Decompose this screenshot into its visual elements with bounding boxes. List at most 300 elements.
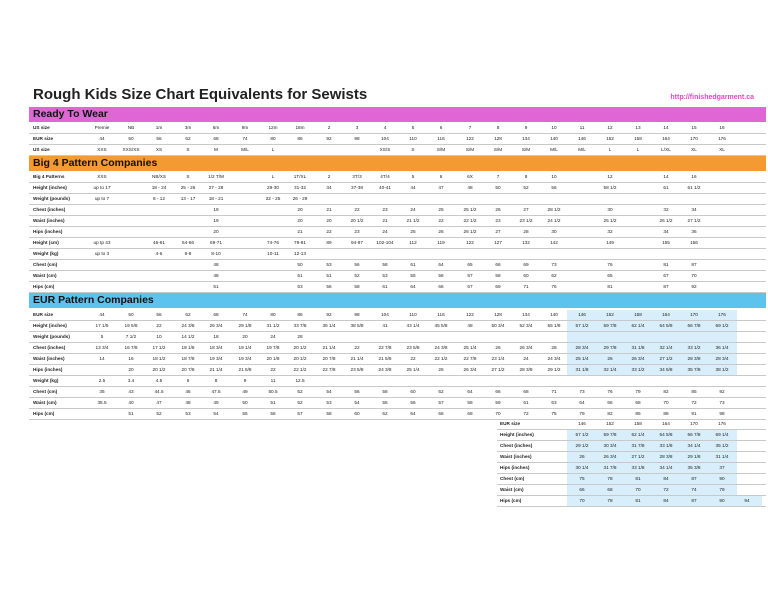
table-cell: 23 xyxy=(382,207,388,212)
table-cell: 47 xyxy=(156,400,162,405)
table-cell: 22 1/2 xyxy=(434,356,448,361)
table-cell: 69 1/2 xyxy=(715,323,729,328)
table-cell: 47.5 xyxy=(211,389,221,394)
row-label: Hips (inches) xyxy=(33,367,63,372)
table-cell: 81 xyxy=(607,284,613,289)
table-cell: 25 1/4 xyxy=(463,345,477,350)
table-cell: 22 xyxy=(410,356,416,361)
table-cell: 19 5/8 xyxy=(124,323,138,328)
table-cell: 46 xyxy=(185,389,191,394)
table-cell: 28 3/8 xyxy=(687,356,701,361)
table-cell: 45 5/8 xyxy=(434,323,448,328)
table-cell: 92 xyxy=(326,312,332,317)
table-cell: 26 - 29 xyxy=(292,196,308,201)
table-cell: 18 7/8 xyxy=(181,356,195,361)
table-cell: 13 - 17 xyxy=(180,196,196,201)
table-cell: 2.5 xyxy=(98,378,106,383)
table-cell: 30 1/4 xyxy=(575,465,589,470)
table-cell: 36 xyxy=(691,229,697,234)
row-label: Waist (cm) xyxy=(33,400,57,405)
table-cell: 64 xyxy=(579,400,585,405)
table-cell: 22 xyxy=(354,345,360,350)
table-cell: 91 xyxy=(691,411,697,416)
table-cell: 51 xyxy=(213,284,219,289)
table-cell: 5 xyxy=(100,334,104,339)
table-cell: 27 1/2 xyxy=(687,218,701,223)
table-cell: 26 3/4 xyxy=(463,367,477,372)
row-divider xyxy=(29,133,766,134)
table-cell: 64 xyxy=(467,389,473,394)
table-cell: 49 xyxy=(213,400,219,405)
table-cell: 74 xyxy=(242,312,248,317)
table-cell: 66 7/8 xyxy=(687,432,701,437)
table-cell: 23 1/2 xyxy=(519,218,533,223)
row-label: Chest (inches) xyxy=(33,207,66,212)
table-cell: 10 xyxy=(551,125,557,130)
table-cell: 75 xyxy=(551,411,557,416)
table-cell: 64-66 xyxy=(182,240,194,245)
table-cell: 24 xyxy=(382,229,388,234)
table-cell: 22 xyxy=(270,367,276,372)
table-cell: 16 7/8 xyxy=(124,345,138,350)
table-cell: 87 xyxy=(691,262,697,267)
table-cell: 29 1/2 xyxy=(575,443,589,448)
table-cell: 8 - 12 xyxy=(153,196,165,201)
table-cell: 17 1/2 xyxy=(152,345,166,350)
table-cell: 34 1/4 xyxy=(659,465,673,470)
row-label: Chest (inches) xyxy=(33,345,66,350)
table-cell: 6m xyxy=(212,125,220,130)
table-cell: 35 7/8 xyxy=(687,367,701,372)
table-cell: 51 xyxy=(128,411,134,416)
table-cell: 66 xyxy=(495,389,501,394)
row-label: Chest (cm) xyxy=(33,262,58,267)
table-cell: 19 xyxy=(213,207,219,212)
table-cell: 33 1/8 xyxy=(631,465,645,470)
table-cell: 25 xyxy=(438,207,444,212)
table-cell: L/XL xyxy=(661,147,671,152)
table-cell: 140 xyxy=(550,312,558,317)
table-cell: 18 - 21 xyxy=(208,196,224,201)
table-cell: 20 xyxy=(128,367,134,372)
row-label: Hips (inches) xyxy=(33,229,63,234)
table-cell: 57 1/2 xyxy=(575,323,589,328)
table-cell: 4-6 xyxy=(155,251,163,256)
table-cell: 50.5 xyxy=(268,389,278,394)
table-cell: 6-8 xyxy=(184,251,192,256)
table-cell: S/M xyxy=(436,147,446,152)
table-cell: 170 xyxy=(690,421,698,426)
table-cell: 52 xyxy=(354,273,360,278)
table-cell: 61 xyxy=(663,185,669,190)
table-cell: 4T/4 xyxy=(380,174,390,179)
table-cell: 60 xyxy=(410,389,416,394)
highlight-cell xyxy=(567,332,597,342)
table-cell: 29 1/8 xyxy=(238,323,252,328)
table-cell: 33 1/8 xyxy=(659,443,673,448)
row-divider xyxy=(29,204,766,205)
table-cell: 58 1/2 xyxy=(603,185,617,190)
row-divider xyxy=(29,182,766,183)
table-cell: 52 xyxy=(156,411,162,416)
table-cell: 19 1/4 xyxy=(238,345,252,350)
table-cell: 57 xyxy=(467,273,473,278)
table-cell: 52 xyxy=(297,389,303,394)
table-cell: 72 xyxy=(523,411,529,416)
table-cell: 25 1/4 xyxy=(575,356,589,361)
row-label: Chest (cm) xyxy=(33,389,58,394)
table-cell: XL xyxy=(719,147,725,152)
table-cell: 50 xyxy=(128,136,134,141)
table-cell: 18 3/4 xyxy=(209,345,223,350)
table-cell: 70 xyxy=(495,411,501,416)
table-cell: 28 xyxy=(523,229,529,234)
table-cell: 54 xyxy=(213,411,219,416)
row-divider xyxy=(29,226,766,227)
table-cell: 22 - 25 xyxy=(265,196,281,201)
table-cell: 3m xyxy=(184,125,192,130)
table-cell: 70 xyxy=(635,487,641,492)
table-cell: 81 xyxy=(635,498,641,503)
table-cell: 53 xyxy=(297,284,303,289)
table-cell: 46-61 xyxy=(153,240,165,245)
table-cell: 50 3/4 xyxy=(491,323,505,328)
table-cell: 61 xyxy=(382,284,388,289)
table-cell: 21 5/8 xyxy=(238,367,252,372)
table-cell: 22 7/8 xyxy=(322,367,336,372)
table-cell: 44 xyxy=(99,312,105,317)
table-cell: 66 xyxy=(579,487,585,492)
table-cell: 20 1/2 xyxy=(152,367,166,372)
table-cell: 70 xyxy=(579,498,585,503)
row-divider xyxy=(29,375,766,376)
table-cell: 24 xyxy=(410,207,416,212)
table-cell: 26 1/2 xyxy=(463,229,477,234)
table-cell: 56 xyxy=(156,136,162,141)
table-cell: S xyxy=(186,147,190,152)
highlight-cell xyxy=(651,332,681,342)
table-cell: 18 1/8 xyxy=(181,345,195,350)
table-cell: 44 xyxy=(410,185,416,190)
table-cell: 88 xyxy=(663,411,669,416)
table-cell: 34 5/8 xyxy=(659,367,673,372)
table-cell: 53 xyxy=(382,273,388,278)
table-cell: 43 xyxy=(128,389,134,394)
table-cell: 155 xyxy=(662,240,670,245)
table-cell: 26 3/4 xyxy=(631,356,645,361)
table-cell: 27 xyxy=(523,207,529,212)
table-cell: 68 xyxy=(213,312,219,317)
table-cell: M/L xyxy=(578,147,586,152)
table-cell: 20 xyxy=(297,207,303,212)
table-cell: 27 1/2 xyxy=(631,454,645,459)
table-cell: 71 xyxy=(551,389,557,394)
table-cell: 6X xyxy=(467,174,473,179)
table-cell: S/M xyxy=(493,147,503,152)
row-label: Weight (pounds) xyxy=(33,196,70,201)
table-cell: 68 xyxy=(635,400,641,405)
table-cell: 22 xyxy=(156,323,162,328)
row-divider xyxy=(29,270,766,271)
table-cell: 87 xyxy=(663,284,669,289)
table-cell: 27 - 28 xyxy=(208,185,224,190)
table-cell: 48 xyxy=(185,400,191,405)
row-divider xyxy=(29,292,766,293)
table-cell: 44.5 xyxy=(154,389,164,394)
table-cell: 34 xyxy=(691,207,697,212)
table-cell: 56 xyxy=(270,411,276,416)
table-cell: 52 3/4 xyxy=(519,323,533,328)
table-cell: 158 xyxy=(634,312,642,317)
table-cell: 79 xyxy=(579,411,585,416)
row-divider xyxy=(29,144,766,145)
table-cell: 19 7/8 xyxy=(266,345,280,350)
table-cell: 116 xyxy=(437,136,445,141)
table-cell: 29 1/8 xyxy=(687,454,701,459)
table-cell: 92 xyxy=(719,389,725,394)
table-cell: 37-38 xyxy=(351,185,363,190)
row-label: Height (inches) xyxy=(33,323,67,328)
table-cell: 27 1/2 xyxy=(659,356,673,361)
table-cell: 7 xyxy=(496,174,500,179)
table-cell: 67 xyxy=(663,273,669,278)
table-cell: 90 xyxy=(719,498,725,503)
row-label: Hips (cm) xyxy=(33,284,55,289)
table-cell: 9 xyxy=(243,378,247,383)
table-cell: 51 xyxy=(270,400,276,405)
table-cell: 63 xyxy=(551,400,557,405)
table-cell: 71 xyxy=(523,284,529,289)
row-label: Waist (inches) xyxy=(33,218,65,223)
table-cell: 57 xyxy=(297,411,303,416)
table-cell: 8-10 xyxy=(211,251,221,256)
table-cell: 50 xyxy=(242,400,248,405)
site-link[interactable]: http://finishedgarment.ca xyxy=(670,94,754,101)
table-cell: 76 xyxy=(607,389,613,394)
table-cell: 14 1/2 xyxy=(181,334,195,339)
table-cell: 48 xyxy=(213,262,219,267)
table-cell: 1/2 T/M xyxy=(208,174,224,179)
table-cell: 23 5/8 xyxy=(406,345,420,350)
table-cell: 14 xyxy=(663,174,669,179)
table-cell: 152 xyxy=(606,136,614,141)
table-cell: 87 xyxy=(691,476,697,481)
row-label: EUR size xyxy=(33,312,54,317)
table-cell: 58 xyxy=(382,389,388,394)
table-cell: 82 xyxy=(607,411,613,416)
table-cell: 8 xyxy=(214,378,218,383)
table-cell: 79 xyxy=(635,389,641,394)
table-cell: 8 xyxy=(524,174,528,179)
table-cell: 56 xyxy=(551,185,557,190)
table-cell: 110 xyxy=(409,312,417,317)
table-cell: 58 xyxy=(382,262,388,267)
table-cell: 55 xyxy=(242,411,248,416)
table-cell: 170 xyxy=(690,136,698,141)
table-cell: 54 xyxy=(354,400,360,405)
table-cell: M/L xyxy=(241,147,249,152)
row-divider xyxy=(29,215,766,216)
table-cell: 20 7/8 xyxy=(322,356,336,361)
table-cell: 142 xyxy=(550,240,558,245)
table-cell: 32 xyxy=(607,229,613,234)
table-cell: 79 xyxy=(719,487,725,492)
table-cell: 13 3/4 xyxy=(95,345,109,350)
table-cell: 90 xyxy=(719,476,725,481)
table-cell: 60 xyxy=(523,273,529,278)
table-cell: 146 xyxy=(578,136,586,141)
table-cell: 31 1/2 xyxy=(266,323,280,328)
table-cell: 73 xyxy=(719,400,725,405)
table-cell: M xyxy=(214,147,218,152)
row-label: Weight (pounds) xyxy=(33,334,70,339)
table-cell: 20 7/8 xyxy=(181,367,195,372)
table-cell: 86 xyxy=(297,312,303,317)
row-divider xyxy=(29,193,766,194)
table-cell: 12 xyxy=(607,125,613,130)
table-cell: 61 xyxy=(410,262,416,267)
table-cell: 92 xyxy=(691,284,697,289)
table-cell: 14 xyxy=(99,356,105,361)
table-cell: Premie xyxy=(94,125,110,130)
table-cell: 80 xyxy=(270,136,276,141)
table-cell: 110 xyxy=(409,136,417,141)
table-cell: 57 xyxy=(438,400,444,405)
table-cell: 119 xyxy=(437,240,445,245)
table-cell: 26 xyxy=(579,454,585,459)
highlight-cell xyxy=(679,332,709,342)
table-cell: 20 1/2 xyxy=(293,356,307,361)
table-cell: up to 7 xyxy=(94,196,110,201)
table-cell: 5 xyxy=(411,125,415,130)
row-label: Height (cm) xyxy=(33,240,59,245)
table-cell: 68 xyxy=(213,136,219,141)
table-cell: 55 xyxy=(410,273,416,278)
table-cell: NB/XS xyxy=(151,174,167,179)
table-cell: XXS/XS xyxy=(122,147,140,152)
table-cell: 20 xyxy=(213,229,219,234)
table-cell: 1T/XL xyxy=(293,174,307,179)
table-cell: 79-81 xyxy=(294,240,306,245)
table-cell: 68 xyxy=(523,389,529,394)
table-cell: 8 xyxy=(496,125,500,130)
table-cell: 31 7/8 xyxy=(631,443,645,448)
table-cell: up tp 43 xyxy=(93,240,111,245)
row-divider xyxy=(497,506,766,507)
table-cell: 29 7/8 xyxy=(603,345,617,350)
table-cell: 25 1/2 xyxy=(603,218,617,223)
section-title: Big 4 Pattern Companies xyxy=(33,157,158,169)
table-cell: 164 xyxy=(662,312,670,317)
table-cell: 94 xyxy=(744,498,750,503)
table-cell: 18 1/2 xyxy=(152,356,166,361)
table-cell: 21 xyxy=(297,229,303,234)
table-cell: 70 xyxy=(663,400,669,405)
table-cell: 94-97 xyxy=(351,240,363,245)
table-cell: 62 1/4 xyxy=(631,432,645,437)
table-cell: 37 xyxy=(719,465,725,470)
table-cell: 33 1/2 xyxy=(687,345,701,350)
table-cell: 158 xyxy=(634,421,642,426)
table-cell: 81 xyxy=(663,262,669,267)
table-cell: 87 xyxy=(691,498,697,503)
table-cell: 164 xyxy=(662,136,670,141)
table-cell: 84 xyxy=(663,476,669,481)
table-cell: 28 xyxy=(551,345,557,350)
table-cell: 28 3/8 xyxy=(519,367,533,372)
table-cell: up to 17 xyxy=(93,185,111,190)
table-cell: 12.5 xyxy=(295,378,305,383)
table-cell: 16 xyxy=(719,125,725,130)
table-cell: XS xyxy=(155,147,163,152)
table-cell: 24 3/8 xyxy=(434,345,448,350)
table-cell: 5 xyxy=(411,174,415,179)
table-cell: 23 xyxy=(354,229,360,234)
table-cell: 22 xyxy=(354,207,360,212)
table-cell: 32 xyxy=(663,207,669,212)
table-cell: 10 xyxy=(551,174,557,179)
table-cell: 128 xyxy=(494,136,502,141)
table-cell: 31 1/8 xyxy=(575,367,589,372)
table-cell: 47 xyxy=(438,185,444,190)
table-cell: NB xyxy=(127,125,135,130)
table-cell: 12m xyxy=(268,125,278,130)
table-cell: 16 xyxy=(128,356,134,361)
table-cell: 10 xyxy=(156,334,162,339)
row-label: Hips (inches) xyxy=(500,465,530,470)
table-cell: 75 xyxy=(579,476,585,481)
section-header-eur xyxy=(29,293,766,308)
highlight-cell xyxy=(623,332,653,342)
table-cell: 28 3/8 xyxy=(659,454,673,459)
table-cell: 64 xyxy=(410,284,416,289)
table-cell: 16 xyxy=(691,174,697,179)
table-cell: XS/S xyxy=(379,147,391,152)
table-cell: 26 xyxy=(438,367,444,372)
table-cell: 89 xyxy=(326,240,332,245)
table-cell: 19 xyxy=(213,218,219,223)
table-cell: 104 xyxy=(381,312,389,317)
table-cell: 25 - 26 xyxy=(180,185,196,190)
table-cell: 85 xyxy=(691,389,697,394)
table-cell: 24 xyxy=(523,356,529,361)
table-cell: 7 1/2 xyxy=(125,334,137,339)
row-label: Weight (kg) xyxy=(33,378,59,383)
table-cell: 11 xyxy=(579,125,585,130)
table-cell: 72 xyxy=(691,400,697,405)
table-cell: 28 xyxy=(297,334,303,339)
table-cell: 3.4 xyxy=(127,378,135,383)
section-title: Ready To Wear xyxy=(33,108,108,120)
table-cell: 26 xyxy=(495,207,501,212)
table-cell: 24 3/8 xyxy=(181,323,195,328)
table-cell: 35.5 xyxy=(97,400,107,405)
table-cell: 65 xyxy=(467,262,473,267)
table-cell: 20 1/2 xyxy=(350,218,364,223)
table-cell: 9 xyxy=(524,125,528,130)
table-cell: 140 xyxy=(550,136,558,141)
table-cell: 70 xyxy=(691,273,697,278)
table-cell: 20 1/8 xyxy=(266,356,280,361)
row-label: Hips (cm) xyxy=(500,498,522,503)
table-cell: 54 xyxy=(326,389,332,394)
table-cell: 134 xyxy=(522,312,530,317)
table-cell: 31 7/8 xyxy=(603,465,617,470)
table-cell: 41 xyxy=(382,323,388,328)
table-cell: 31 1/8 xyxy=(631,345,645,350)
row-label: US size xyxy=(33,125,50,130)
table-cell: L xyxy=(636,147,640,152)
